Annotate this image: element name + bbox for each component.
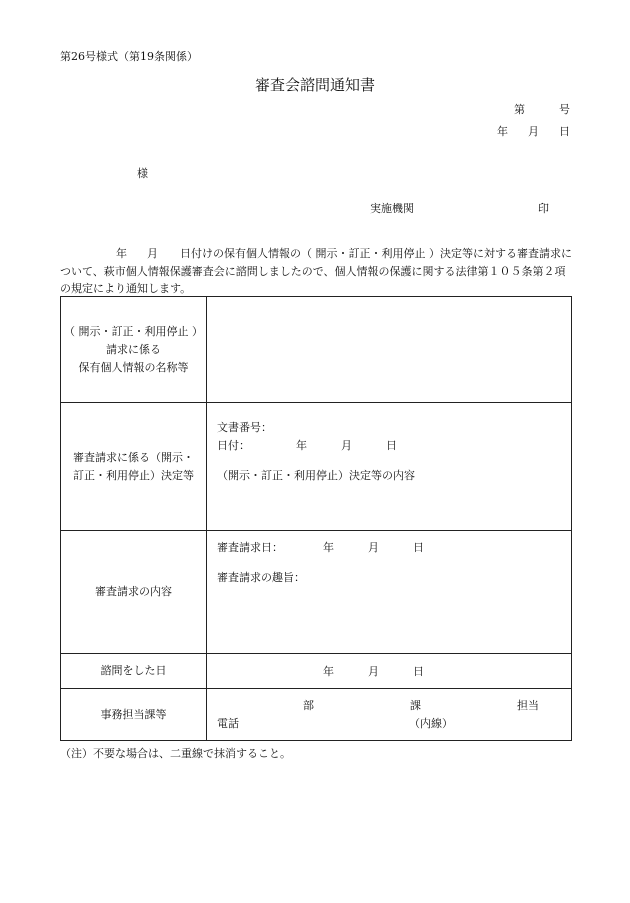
body-line-1: 年 月 日付けの保有個人情報の（ 開示・訂正・利用停止 ）決定等に対する審査請求に <box>116 247 572 260</box>
office-phone-line: 電話 （内線） <box>217 716 453 730</box>
notification-table <box>60 296 572 741</box>
doc-number-label: 文書番号： <box>217 421 272 434</box>
decision-date-line: 日付： 年 月 日 <box>217 439 397 452</box>
number-suffix: 号 <box>559 103 570 116</box>
decision-content-label: （開示・訂正・利用停止）決定等の内容 <box>217 469 415 482</box>
consult-date-line: 年 月 日 <box>323 665 424 678</box>
number-prefix: 第 <box>514 103 525 116</box>
seal-mark: 印 <box>538 202 549 215</box>
issue-year: 年 <box>497 125 508 138</box>
office-field[interactable] <box>207 689 572 741</box>
row-label-decision: 審査請求に係る（開示・ 訂正・利用停止）決定等 <box>61 403 207 531</box>
decision-field[interactable] <box>207 403 572 531</box>
issue-date-line <box>497 123 570 139</box>
request-purpose-label: 審査請求の趣旨： <box>217 571 305 584</box>
row-label-consult-date: 諮問をした日 <box>61 654 207 689</box>
implementing-agency: 実施機関 <box>370 202 414 215</box>
addressee: 様 <box>137 167 148 180</box>
document-number-line <box>514 101 570 117</box>
row-label-office: 事務担当課等 <box>61 689 207 741</box>
document-title: 審査会諮問通知書 <box>254 76 375 94</box>
footnote: （注）不要な場合は、二重線で抹消すること。 <box>60 747 291 760</box>
body-line-3: の規定により通知します。 <box>60 282 192 295</box>
table-row <box>61 531 572 654</box>
body-line-2: ついて、萩市個人情報保護審査会に諮問しましたので、個人情報の保護に関する法律第１０５条第２項 <box>60 264 566 278</box>
request-date-line: 審査請求日： 年 月 日 <box>217 541 424 554</box>
row-label-request: 審査請求の内容 <box>61 531 207 654</box>
table-row <box>61 654 572 689</box>
request-field[interactable] <box>207 531 572 654</box>
info-name-field[interactable] <box>207 297 572 403</box>
form-number: 第26号様式（第19条関係） <box>60 50 198 63</box>
row-label-info-name: （ 開示・訂正・利用停止 ） 請求に係る 保有個人情報の名称等 <box>61 297 207 403</box>
office-dept-line: 部 課 担当 <box>303 698 539 712</box>
issue-day: 日 <box>559 125 570 138</box>
table-row <box>61 403 572 531</box>
issue-month: 月 <box>528 125 539 138</box>
table-row <box>61 689 572 741</box>
consult-date-field[interactable] <box>207 654 572 689</box>
table-row <box>61 297 572 403</box>
body-text <box>60 245 574 298</box>
